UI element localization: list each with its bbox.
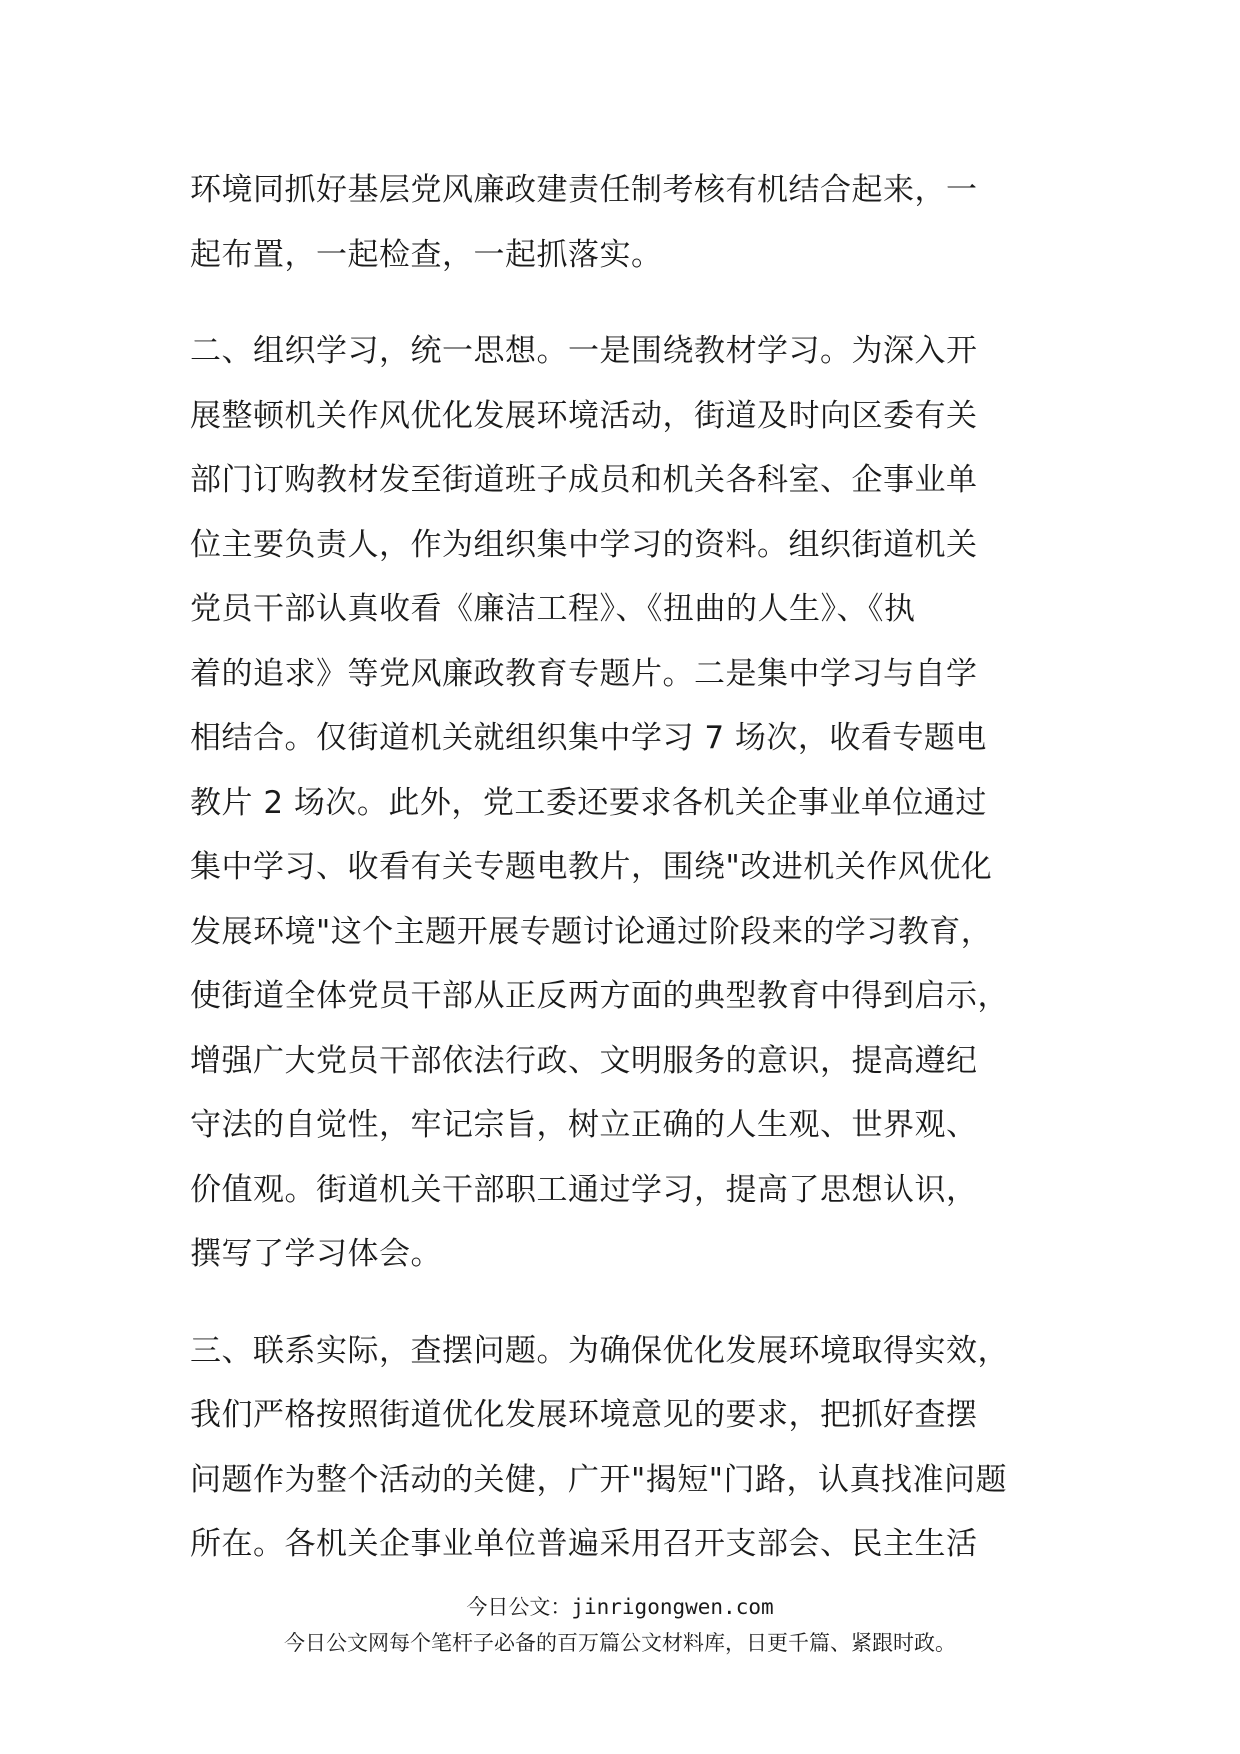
footer-site-line: [0, 1592, 1240, 1622]
text-line: 增强广大党员干部依法行政、文明服务的意识，提高遵纪: [190, 1042, 978, 1079]
text-line: 相结合。仅街道机关就组织集中学习 7 场次，收看专题电: [190, 720, 987, 756]
text-line: 二、组织学习，统一思想。一是围绕教材学习。为深入开: [190, 333, 978, 369]
text-line: 教片 2 场次。此外，党工委还要求各机关企事业单位通过: [190, 784, 987, 821]
text-line: 着的追求》等党风廉政教育专题片。二是集中学习与自学: [190, 655, 978, 692]
paragraph-2: [190, 319, 1070, 1287]
text-line: 集中学习、收看有关专题电教片，围绕"改进机关作风优化: [190, 849, 993, 885]
text-line: 所在。各机关企事业单位普遍采用召开支部会、民主生活: [190, 1526, 978, 1562]
text-line: 问题作为整个活动的关健，广开"揭短"门路，认真找准问题: [190, 1461, 1008, 1498]
text-line: 党员干部认真收看《廉洁工程》、《扭曲的人生》、《执: [190, 591, 916, 627]
paragraph-1: [190, 158, 1070, 287]
text-line: 起布置，一起检查，一起抓落实。: [190, 236, 663, 273]
text-line: 使街道全体党员干部从正反两方面的典型教育中得到启示，: [190, 978, 1009, 1014]
footer-slogan: 今日公文网每个笔杆子必备的百万篇公文材料库，日更千篇、紧跟时政。: [284, 1631, 956, 1655]
footer-site-label: 今日公文：: [466, 1595, 572, 1619]
text-line: 部门订购教材发至街道班子成员和机关各科室、企事业单: [190, 462, 978, 498]
text-line: 位主要负责人，作为组织集中学习的资料。组织街道机关: [190, 526, 978, 563]
text-line: 环境同抓好基层党风廉政建责任制考核有机结合起来，一: [190, 172, 978, 208]
text-line: 守法的自觉性，牢记宗旨，树立正确的人生观、世界观、: [190, 1107, 978, 1143]
text-line: 我们严格按照街道优化发展环境意见的要求，把抓好查摆: [190, 1397, 978, 1433]
paragraph-spacer: [190, 287, 1070, 319]
text-line: 三、联系实际，查摆问题。为确保优化发展环境取得实效，: [190, 1332, 1009, 1369]
paragraph-spacer: [190, 1287, 1070, 1319]
document-body: [190, 158, 1070, 1577]
text-line: 撰写了学习体会。: [190, 1236, 442, 1272]
text-line: 价值观。街道机关干部职工通过学习，提高了思想认识，: [190, 1171, 978, 1208]
paragraph-3: [190, 1319, 1070, 1577]
text-line: 展整顿机关作风优化发展环境活动，街道及时向区委有关: [190, 397, 978, 434]
footer-site-link[interactable]: jinrigongwen.com: [571, 1595, 774, 1619]
text-line: 发展环境"这个主题开展专题讨论通过阶段来的学习教育，: [190, 913, 993, 950]
